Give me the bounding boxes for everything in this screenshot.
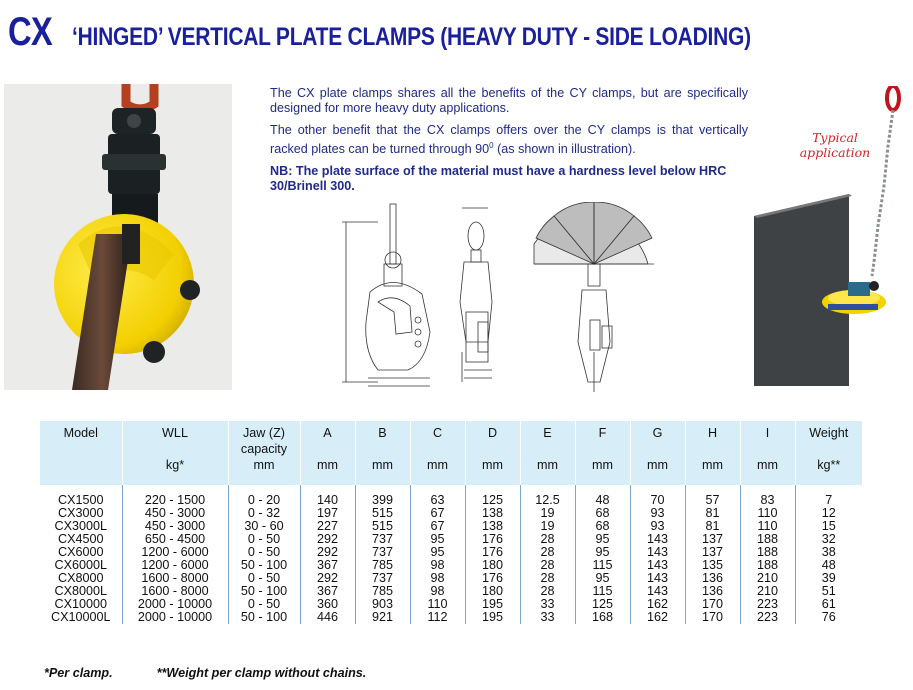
table-cell: 110 <box>740 520 795 533</box>
table-cell: 785 <box>355 559 410 572</box>
column-header-unit: mm <box>592 458 613 472</box>
table-cell: 15 <box>795 520 862 533</box>
table-cell: 39 <box>795 572 862 585</box>
table-cell: 61 <box>795 598 862 611</box>
table-cell: CX1500 <box>57 493 104 507</box>
table-cell: 176 <box>465 572 520 585</box>
description-paragraph-2-text: The other benefit that the CX clamps offers over the CY clamps is that vertically racked plates can be turned through 90 <box>270 123 748 157</box>
footnote-weight: **Weight per clamp without chains. <box>156 666 367 680</box>
table-cell: 98 <box>410 559 465 572</box>
table-cell: 28 <box>520 585 575 598</box>
table-cell: 143 <box>630 572 685 585</box>
table-cell: 223 <box>740 611 795 624</box>
table-cell: 115 <box>575 559 630 572</box>
table-cell: 95 <box>410 533 465 546</box>
table-cell: 210 <box>740 572 795 585</box>
table-cell: 32 <box>795 533 862 546</box>
column-header <box>685 421 740 485</box>
table-cell: 67 <box>410 520 465 533</box>
table-cell: 220 - 1500 <box>122 485 228 507</box>
table-cell: 170 <box>685 611 740 624</box>
column-header-label: I <box>765 426 770 440</box>
table-cell: 50 - 100 <box>228 585 300 598</box>
table-cell: 143 <box>630 585 685 598</box>
table-cell: 223 <box>740 598 795 611</box>
table-cell: 162 <box>630 598 685 611</box>
table-cell: 446 <box>300 611 355 624</box>
column-header-label: B <box>378 426 387 440</box>
table-cell: CX8000 <box>57 571 104 585</box>
column-header-unit: mm <box>372 458 393 472</box>
table-cell: 0 - 50 <box>228 533 300 546</box>
table-cell: 195 <box>465 598 520 611</box>
table-cell: 188 <box>740 559 795 572</box>
table-cell: 30 - 60 <box>228 520 300 533</box>
table-cell: 1200 - 6000 <box>122 559 228 572</box>
table-cell: 28 <box>520 546 575 559</box>
table-header <box>40 421 862 485</box>
table-cell: 137 <box>685 546 740 559</box>
column-header-unit: mm <box>482 458 503 472</box>
table-cell: 737 <box>355 572 410 585</box>
table-cell: 292 <box>300 533 355 546</box>
table-cell: 7 <box>795 485 862 507</box>
table-cell: 292 <box>300 572 355 585</box>
column-header-unit: mm <box>647 458 668 472</box>
table-cell: 12 <box>795 507 862 520</box>
table-cell: 921 <box>355 611 410 624</box>
table-cell: 197 <box>300 507 355 520</box>
table-cell: 81 <box>685 507 740 520</box>
table-cell: 57 <box>685 485 740 507</box>
table-cell: 50 - 100 <box>228 611 300 624</box>
table-cell: 68 <box>575 507 630 520</box>
table-cell: 28 <box>520 572 575 585</box>
table-cell: 162 <box>630 611 685 624</box>
footnote-per-clamp: *Per clamp. <box>44 666 113 680</box>
table-cell: 81 <box>685 520 740 533</box>
table-cell: CX10000 <box>54 597 107 611</box>
column-header-unit: kg** <box>817 458 841 472</box>
table-cell: 0 - 32 <box>228 507 300 520</box>
column-header <box>630 421 685 485</box>
table-cell: 903 <box>355 598 410 611</box>
column-header <box>228 421 300 485</box>
table-cell: CX3000 <box>57 506 104 520</box>
table-cell: 125 <box>575 598 630 611</box>
table-cell: 2000 - 10000 <box>122 611 228 624</box>
specification-table <box>40 421 862 624</box>
table-cell: 28 <box>520 559 575 572</box>
table-cell: 67 <box>410 507 465 520</box>
table-cell: 48 <box>575 485 630 507</box>
table-row <box>40 485 862 507</box>
table-row <box>40 611 862 624</box>
column-header-unit: mm <box>253 458 275 472</box>
table-cell: 33 <box>520 611 575 624</box>
table-cell: 50 - 100 <box>228 559 300 572</box>
column-header-label: G <box>652 426 663 440</box>
table-cell: 1200 - 6000 <box>122 546 228 559</box>
column-header-label: F <box>598 426 607 440</box>
table-cell: 180 <box>465 559 520 572</box>
table-cell: CX6000L <box>54 558 107 572</box>
column-header <box>300 421 355 485</box>
table-cell: 136 <box>685 585 740 598</box>
column-header-unit: mm <box>537 458 558 472</box>
table-cell: CX3000L <box>54 519 107 533</box>
table-cell: 367 <box>300 585 355 598</box>
clamp-photo-illustration <box>4 84 232 390</box>
degree-superscript: 0 <box>489 141 494 150</box>
column-header <box>520 421 575 485</box>
table-cell: 83 <box>740 485 795 507</box>
table-cell: 95 <box>410 546 465 559</box>
column-header-label: Model <box>63 426 98 440</box>
table-cell: 0 - 50 <box>228 546 300 559</box>
page-title: ‘HINGED’ VERTICAL PLATE CLAMPS (HEAVY DUTY - SIDE LOADING) <box>72 23 751 51</box>
table-cell: 210 <box>740 585 795 598</box>
table-cell: 450 - 3000 <box>122 520 228 533</box>
table-cell: 0 - 20 <box>228 485 300 507</box>
table-cell: 143 <box>630 559 685 572</box>
table-cell: 110 <box>740 507 795 520</box>
table-cell: CX10000L <box>50 610 111 624</box>
table-cell: 195 <box>465 611 520 624</box>
table-cell: 95 <box>575 533 630 546</box>
table-cell: 93 <box>630 520 685 533</box>
table-cell: 143 <box>630 546 685 559</box>
table-cell: 168 <box>575 611 630 624</box>
table-cell: 68 <box>575 520 630 533</box>
table-cell: 138 <box>465 507 520 520</box>
column-header-label: WLL <box>162 426 188 440</box>
column-header-unit: mm <box>702 458 723 472</box>
table-cell: 19 <box>520 507 575 520</box>
column-header <box>40 421 122 485</box>
technical-drawings <box>338 202 663 402</box>
table-cell: 450 - 3000 <box>122 507 228 520</box>
table-cell: 95 <box>575 572 630 585</box>
column-header-unit: mm <box>427 458 448 472</box>
table-cell: 737 <box>355 533 410 546</box>
column-header-label: E <box>543 426 552 440</box>
product-description <box>270 86 748 201</box>
table-cell: 515 <box>355 507 410 520</box>
table-cell: 136 <box>685 572 740 585</box>
table-cell: 360 <box>300 598 355 611</box>
dimension-drawings-illustration <box>338 202 663 402</box>
table-cell: 650 - 4500 <box>122 533 228 546</box>
table-cell: 33 <box>520 598 575 611</box>
column-header-unit: mm <box>757 458 778 472</box>
table-cell: 2000 - 10000 <box>122 598 228 611</box>
hardness-note: NB: The plate surface of the material must have a hardness level below HRC 30/Brinell 300. <box>270 164 727 194</box>
table-cell: 12.5 <box>520 485 575 507</box>
description-paragraph-1: The CX plate clamps shares all the benefits of the CY clamps, but are specifically designed for more heavy duty applications. <box>270 86 748 115</box>
table-header-row <box>40 421 862 485</box>
typical-application-label: Typical application <box>799 130 871 160</box>
table-cell: 140 <box>300 485 355 507</box>
table-cell: 138 <box>465 520 520 533</box>
table-cell: 170 <box>685 598 740 611</box>
column-header-label: Weight <box>809 426 849 440</box>
table-cell: 180 <box>465 585 520 598</box>
table-cell: 38 <box>795 546 862 559</box>
table-cell: 63 <box>410 485 465 507</box>
table-cell: 70 <box>630 485 685 507</box>
table-cell: 0 - 50 <box>228 598 300 611</box>
table-cell: 292 <box>300 546 355 559</box>
column-header-unit: mm <box>317 458 338 472</box>
table-cell: CX8000L <box>54 584 107 598</box>
column-header-label: A <box>323 426 332 440</box>
description-paragraph-2-end: (as shown in illustration). <box>493 142 636 157</box>
table-cell: 176 <box>465 546 520 559</box>
column-header-label: H <box>707 426 718 440</box>
table-cell: 176 <box>465 533 520 546</box>
column-header-label: C <box>432 426 443 440</box>
column-header-unit: kg* <box>165 458 185 472</box>
column-header <box>355 421 410 485</box>
table-cell: 1600 - 8000 <box>122 585 228 598</box>
table-cell: 143 <box>630 533 685 546</box>
table-body <box>40 485 862 624</box>
column-header <box>410 421 465 485</box>
table-cell: 367 <box>300 559 355 572</box>
table-cell: 227 <box>300 520 355 533</box>
table-cell: CX4500 <box>57 532 104 546</box>
table-cell: 98 <box>410 572 465 585</box>
column-header <box>575 421 630 485</box>
table-cell: 98 <box>410 585 465 598</box>
table-cell: 93 <box>630 507 685 520</box>
table-cell: 785 <box>355 585 410 598</box>
table-cell: 115 <box>575 585 630 598</box>
table-cell: 515 <box>355 520 410 533</box>
product-code: CX <box>8 10 52 54</box>
table-cell: 1600 - 8000 <box>122 572 228 585</box>
table-cell: 399 <box>355 485 410 507</box>
table-cell: 28 <box>520 533 575 546</box>
table-cell: 95 <box>575 546 630 559</box>
table-cell: 0 - 50 <box>228 572 300 585</box>
table-cell: 188 <box>740 546 795 559</box>
description-paragraph-2 <box>270 123 748 157</box>
table-cell: 112 <box>410 611 465 624</box>
table-cell: 110 <box>410 598 465 611</box>
table-cell: 135 <box>685 559 740 572</box>
footnotes <box>44 666 366 680</box>
table-cell: CX6000 <box>57 545 104 559</box>
column-header-label: D <box>487 426 498 440</box>
column-header <box>465 421 520 485</box>
page-header <box>8 10 880 54</box>
table-cell: 737 <box>355 546 410 559</box>
column-header <box>122 421 228 485</box>
table-cell: 188 <box>740 533 795 546</box>
table-cell: 19 <box>520 520 575 533</box>
column-header-label: Jaw (Z) capacity <box>240 426 288 456</box>
table-cell: 76 <box>795 611 862 624</box>
column-header <box>740 421 795 485</box>
product-photo <box>4 84 232 390</box>
table-cell: 51 <box>795 585 862 598</box>
column-header <box>795 421 862 485</box>
table-cell: 48 <box>795 559 862 572</box>
table-cell: 137 <box>685 533 740 546</box>
table-cell: 125 <box>465 485 520 507</box>
